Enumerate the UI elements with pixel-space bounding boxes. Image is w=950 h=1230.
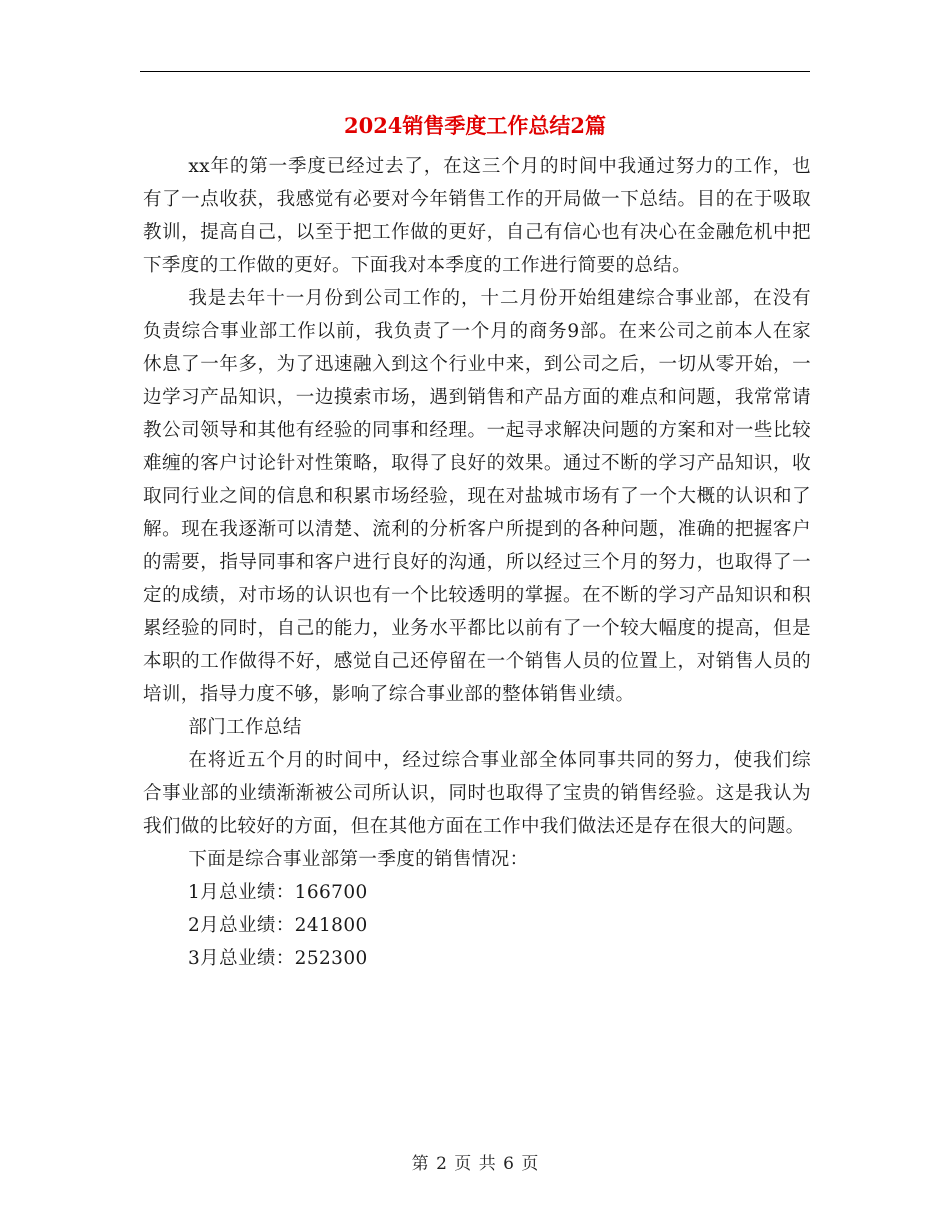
section-heading-department: 部门工作总结 — [188, 717, 302, 738]
paragraph-department: 在将近五个月的时间中，经过综合事业部全体同事共同的努力，使我们综合事业部的业绩渐渐被公司所认识，同时也取得了宝贵的销售经验。这是我认为我们做的比较好的方面，但在其他方面在工作中我们做法还是存在很大的问题。 — [143, 750, 811, 837]
sales-item-march: 3月总业绩：252300 — [188, 948, 368, 969]
document-title: 2024销售季度工作总结2篇 — [343, 113, 607, 138]
paragraph-intro: xx年的第一季度已经过去了，在这三个月的时间中我通过努力的工作，也有了一点收获，我感觉有必要对今年销售工作的开局做一下总结。目的在于吸取教训，提高自己，以至于把工作做的更好，自己有信心也有决心在金融危机中把下季度的工作做的更好。下面我对本季度的工作进行简要的总结。 — [143, 156, 811, 276]
paragraph-sales-intro: 下面是综合事业部第一季度的销售情况： — [188, 849, 529, 870]
header-rule — [140, 71, 810, 72]
sales-item-february: 2月总业绩：241800 — [188, 915, 368, 936]
document-body — [143, 150, 811, 975]
page-number: 第 2 页 共 6 页 — [411, 1154, 539, 1174]
paragraph-personal-work: 我是去年十一月份到公司工作的，十二月份开始组建综合事业部，在没有负责综合事业部工作以前，我负责了一个月的商务9部。在来公司之前本人在家休息了一年多，为了迅速融入到这个行业中来，到公司之后，一切从零开始，一边学习产品知识，一边摸索市场，遇到销售和产品方面的难点和问题，我常常请教公司领导和其他有经验的同事和经理。一起寻求解决问题的方案和对一些比较难缠的客户讨论针对性策略，取得了良好的效果。通过不断的学习产品知识，收取同行业之间的信息和积累市场经验，现在对盐城市场有了一个大概的认识和了解。现在我逐渐可以清楚、流利的分析客户所提到的各种问题，准确的把握客户的需要，指导同事和客户进行良好的沟通，所以经过三个月的努力，也取得了一定的成绩，对市场的认识也有一个比较透明的掌握。在不断的学习产品知识和积累经验的同时，自己的能力，业务水平都比以前有了一个较大幅度的提高，但是本职的工作做得不好，感觉自己还停留在一个销售人员的位置上，对销售人员的培训，指导力度不够，影响了综合事业部的整体销售业绩。 — [143, 288, 811, 705]
sales-item-january: 1月总业绩：166700 — [188, 882, 368, 903]
